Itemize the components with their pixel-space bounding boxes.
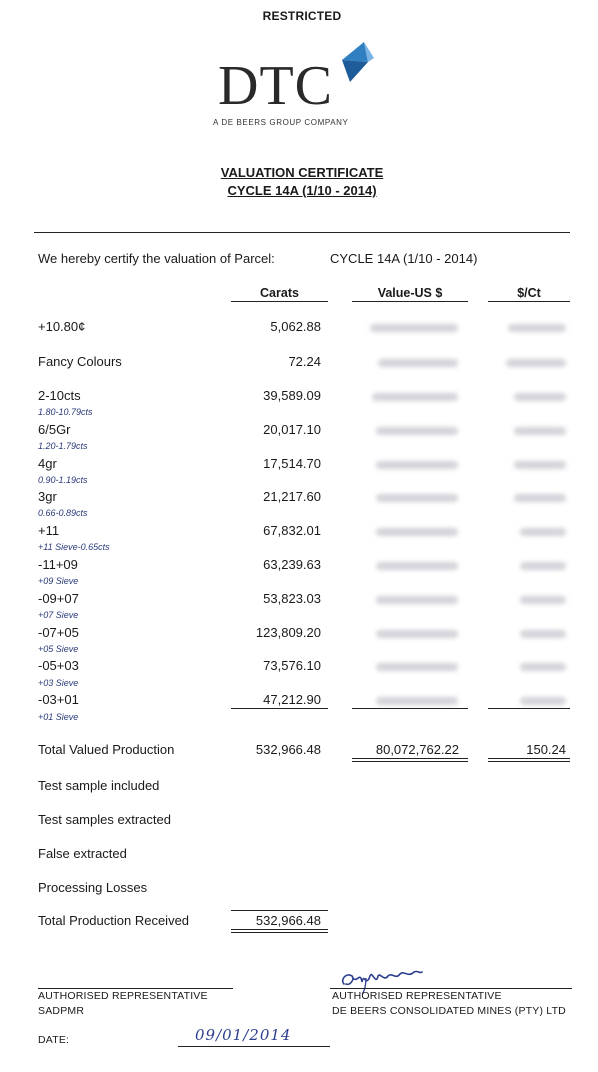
redacted-value <box>376 494 458 502</box>
row-carats: 67,832.01 <box>263 523 321 538</box>
left-signature-line <box>38 988 233 989</box>
row-carats: 63,239.63 <box>263 557 321 572</box>
redacted-value <box>376 697 458 705</box>
carats-subtotal-rule <box>231 708 328 709</box>
redacted-perct <box>520 562 566 570</box>
redacted-value <box>378 359 458 367</box>
row-sublabel: +11 Sieve-0.65cts <box>38 542 110 552</box>
col-carats-header: Carats <box>260 286 299 300</box>
row-carats: 123,809.20 <box>255 625 321 640</box>
perct-total-double-rule <box>488 758 570 762</box>
row-label: 6/5Gr <box>38 422 71 437</box>
row-sublabel: +01 Sieve <box>38 712 79 722</box>
col-value-header: Value-US $ <box>377 286 443 300</box>
col-value-underline <box>352 301 468 302</box>
date-label: DATE: <box>38 1034 70 1046</box>
col-carats-underline <box>231 301 328 302</box>
row-sublabel: +05 Sieve <box>38 644 79 654</box>
total-received-carats: 532,966.48 <box>255 913 321 928</box>
row-label: -11+09 <box>38 557 78 572</box>
col-perct-header: $/Ct <box>517 286 541 300</box>
certificate-title: VALUATION CERTIFICATE <box>220 165 384 180</box>
row-carats: 39,589.09 <box>263 388 321 403</box>
col-perct-underline <box>488 301 570 302</box>
certify-text: We hereby certify the valuation of Parcel: <box>38 251 275 266</box>
row-label: -03+01 <box>38 692 79 707</box>
redacted-value <box>376 528 458 536</box>
row-label: -09+07 <box>38 591 79 606</box>
redacted-perct <box>520 630 566 638</box>
logo-subtitle: A DE BEERS GROUP COMPANY <box>213 118 349 127</box>
left-signature-title: AUTHORISED REPRESENTATIVE <box>38 990 208 1002</box>
redacted-perct <box>520 663 566 671</box>
redacted-value <box>376 427 458 435</box>
received-top-rule <box>231 910 328 911</box>
redacted-perct <box>514 461 566 469</box>
right-signature-org: DE BEERS CONSOLIDATED MINES (PTY) LTD <box>332 1005 566 1017</box>
redacted-perct <box>514 427 566 435</box>
total-received-label: Total Production Received <box>38 913 190 928</box>
redacted-value <box>372 393 458 401</box>
redacted-value <box>376 596 458 604</box>
restricted-marking: RESTRICTED <box>262 9 342 23</box>
row-carats: 20,017.10 <box>263 422 321 437</box>
redacted-value <box>376 562 458 570</box>
received-double-rule <box>231 929 328 933</box>
logo-triangle-icon <box>330 40 380 90</box>
redacted-value <box>376 663 458 671</box>
row-carats: 73,576.10 <box>263 658 321 673</box>
row-label: Fancy Colours <box>38 354 122 369</box>
extra-line: Test samples extracted <box>38 812 171 827</box>
row-sublabel: +09 Sieve <box>38 576 79 586</box>
redacted-value <box>376 461 458 469</box>
total-valued-perct: 150.24 <box>526 742 566 757</box>
handwritten-date: 09/01/2014 <box>195 1026 292 1044</box>
redacted-value <box>376 630 458 638</box>
row-carats: 53,823.03 <box>263 591 321 606</box>
perct-subtotal-rule <box>488 708 570 709</box>
extra-line: False extracted <box>38 846 127 861</box>
extra-line: Processing Losses <box>38 880 148 895</box>
left-signature-org: SADPMR <box>38 1005 85 1017</box>
logo-text: DTC <box>218 55 333 117</box>
redacted-perct <box>520 596 566 604</box>
row-sublabel: +07 Sieve <box>38 610 79 620</box>
redacted-perct <box>514 393 566 401</box>
total-valued-carats: 532,966.48 <box>255 742 321 757</box>
total-valued-value: 80,072,762.22 <box>375 742 459 757</box>
row-carats: 5,062.88 <box>270 319 321 334</box>
row-label: +10.80¢ <box>38 319 86 334</box>
row-sublabel: 1.80-10.79cts <box>38 407 93 417</box>
row-label: 4gr <box>38 456 57 471</box>
row-label: -05+03 <box>38 658 79 673</box>
redacted-perct <box>506 359 566 367</box>
redacted-perct <box>520 528 566 536</box>
total-valued-label: Total Valued Production <box>38 742 175 757</box>
row-label: 2-10cts <box>38 388 81 403</box>
certificate-cycle: CYCLE 14A (1/10 - 2014) <box>227 183 377 198</box>
top-divider <box>34 232 570 233</box>
value-total-double-rule <box>352 758 468 762</box>
row-label: 3gr <box>38 489 57 504</box>
row-carats: 17,514.70 <box>263 456 321 471</box>
row-label: +11 <box>38 523 60 538</box>
redacted-perct <box>514 494 566 502</box>
extra-line: Test sample included <box>38 778 160 793</box>
value-subtotal-rule <box>352 708 468 709</box>
row-carats: 72.24 <box>288 354 321 369</box>
row-carats: 21,217.60 <box>263 489 321 504</box>
row-sublabel: 1.20-1.79cts <box>38 441 88 451</box>
row-sublabel: 0.90-1.19cts <box>38 475 88 485</box>
redacted-value <box>370 324 458 332</box>
certify-parcel: CYCLE 14A (1/10 - 2014) <box>330 251 478 266</box>
row-sublabel: 0.66-0.89cts <box>38 508 88 518</box>
redacted-perct <box>508 324 566 332</box>
right-signature-line <box>330 988 572 989</box>
row-carats: 47,212.90 <box>263 692 321 707</box>
redacted-perct <box>520 697 566 705</box>
row-sublabel: +03 Sieve <box>38 678 79 688</box>
right-signature-title: AUTHORISED REPRESENTATIVE <box>332 990 502 1002</box>
row-label: -07+05 <box>38 625 79 640</box>
date-line <box>178 1046 330 1047</box>
